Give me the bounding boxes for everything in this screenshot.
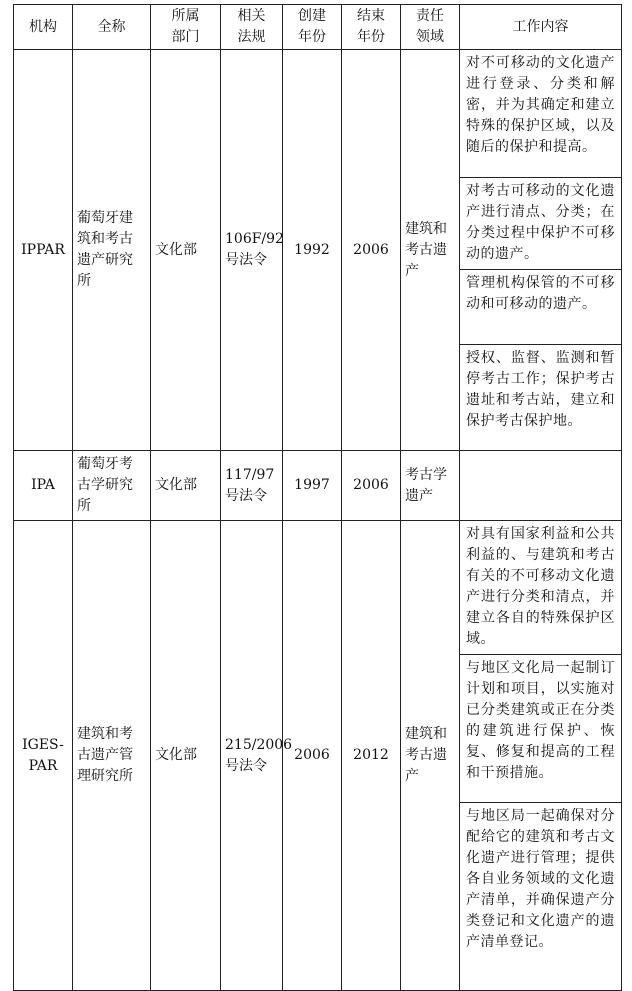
cell-work: 对不可移动的文化遗产进行登录、分类和解密，并为其确定和建立特殊的保护区域，以及随后的保护和提高。	[460, 50, 622, 178]
header-work: 工作内容	[460, 5, 622, 50]
cell-abbr: IPA	[14, 451, 73, 521]
header-row	[14, 5, 622, 50]
cell-created: 2006	[283, 521, 342, 991]
cell-abbr: IPPAR	[14, 50, 73, 451]
cell-department: 文化部	[151, 521, 221, 991]
cell-field: 建筑和考古遗产	[401, 50, 460, 451]
header-full-name: 全称	[73, 5, 151, 50]
table-container	[13, 4, 621, 991]
cell-work: 与地区文化局一起制订计划和项目，以实施对已分类建筑或正在分类的建筑进行保护、恢复、修复和提高的工程和干预措施。	[460, 655, 622, 803]
header-ended: 结束 年份	[342, 5, 401, 50]
cell-work: 授权、监督、监测和暂停考古工作；保护考古遗址和考古站，建立和保护考古保护地。	[460, 345, 622, 451]
cell-work: 与地区局一起确保对分配给它的建筑和考古文化遗产进行管理；提供各自业务领域的文化遗产清单，并确保遗产分类登记和文化遗产的遗产清单登记。	[460, 803, 622, 991]
cell-ended: 2012	[342, 521, 401, 991]
cell-field: 考古学遗产	[401, 451, 460, 521]
cell-work: 对考古可移动的文化遗产进行清点、分类；在分类过程中保护不可移动的遗产。	[460, 178, 622, 270]
header-field: 责任 领域	[401, 5, 460, 50]
cell-field: 建筑和考古遗产	[401, 521, 460, 991]
header-law: 相关 法规	[221, 5, 283, 50]
header-department: 所属 部门	[151, 5, 221, 50]
cell-law: 215/2006号法令	[221, 521, 283, 991]
cell-law: 106F/92号法令	[221, 50, 283, 451]
cell-department: 文化部	[151, 50, 221, 451]
institutions-table	[13, 4, 622, 991]
cell-full-name: 建筑和考古遗产管理研究所	[73, 521, 151, 991]
cell-abbr: IGES-PAR	[14, 521, 73, 991]
header-created: 创建 年份	[283, 5, 342, 50]
cell-created: 1992	[283, 50, 342, 451]
cell-full-name: 葡萄牙建筑和考古遗产研究所	[73, 50, 151, 451]
cell-work: 管理机构保管的不可移动和可移动的遗产。	[460, 270, 622, 345]
cell-ended: 2006	[342, 50, 401, 451]
table-row	[14, 50, 622, 178]
cell-full-name: 葡萄牙考古学研究所	[73, 451, 151, 521]
cell-work	[460, 451, 622, 521]
cell-law: 117/97号法令	[221, 451, 283, 521]
cell-department: 文化部	[151, 451, 221, 521]
table-row	[14, 451, 622, 521]
cell-work: 对具有国家利益和公共利益的、与建筑和考古有关的不可移动文化遗产进行分类和清点，并建立各自的特殊保护区域。	[460, 521, 622, 655]
header-abbr: 机构	[14, 5, 73, 50]
table-row	[14, 521, 622, 655]
cell-created: 1997	[283, 451, 342, 521]
cell-ended: 2006	[342, 451, 401, 521]
